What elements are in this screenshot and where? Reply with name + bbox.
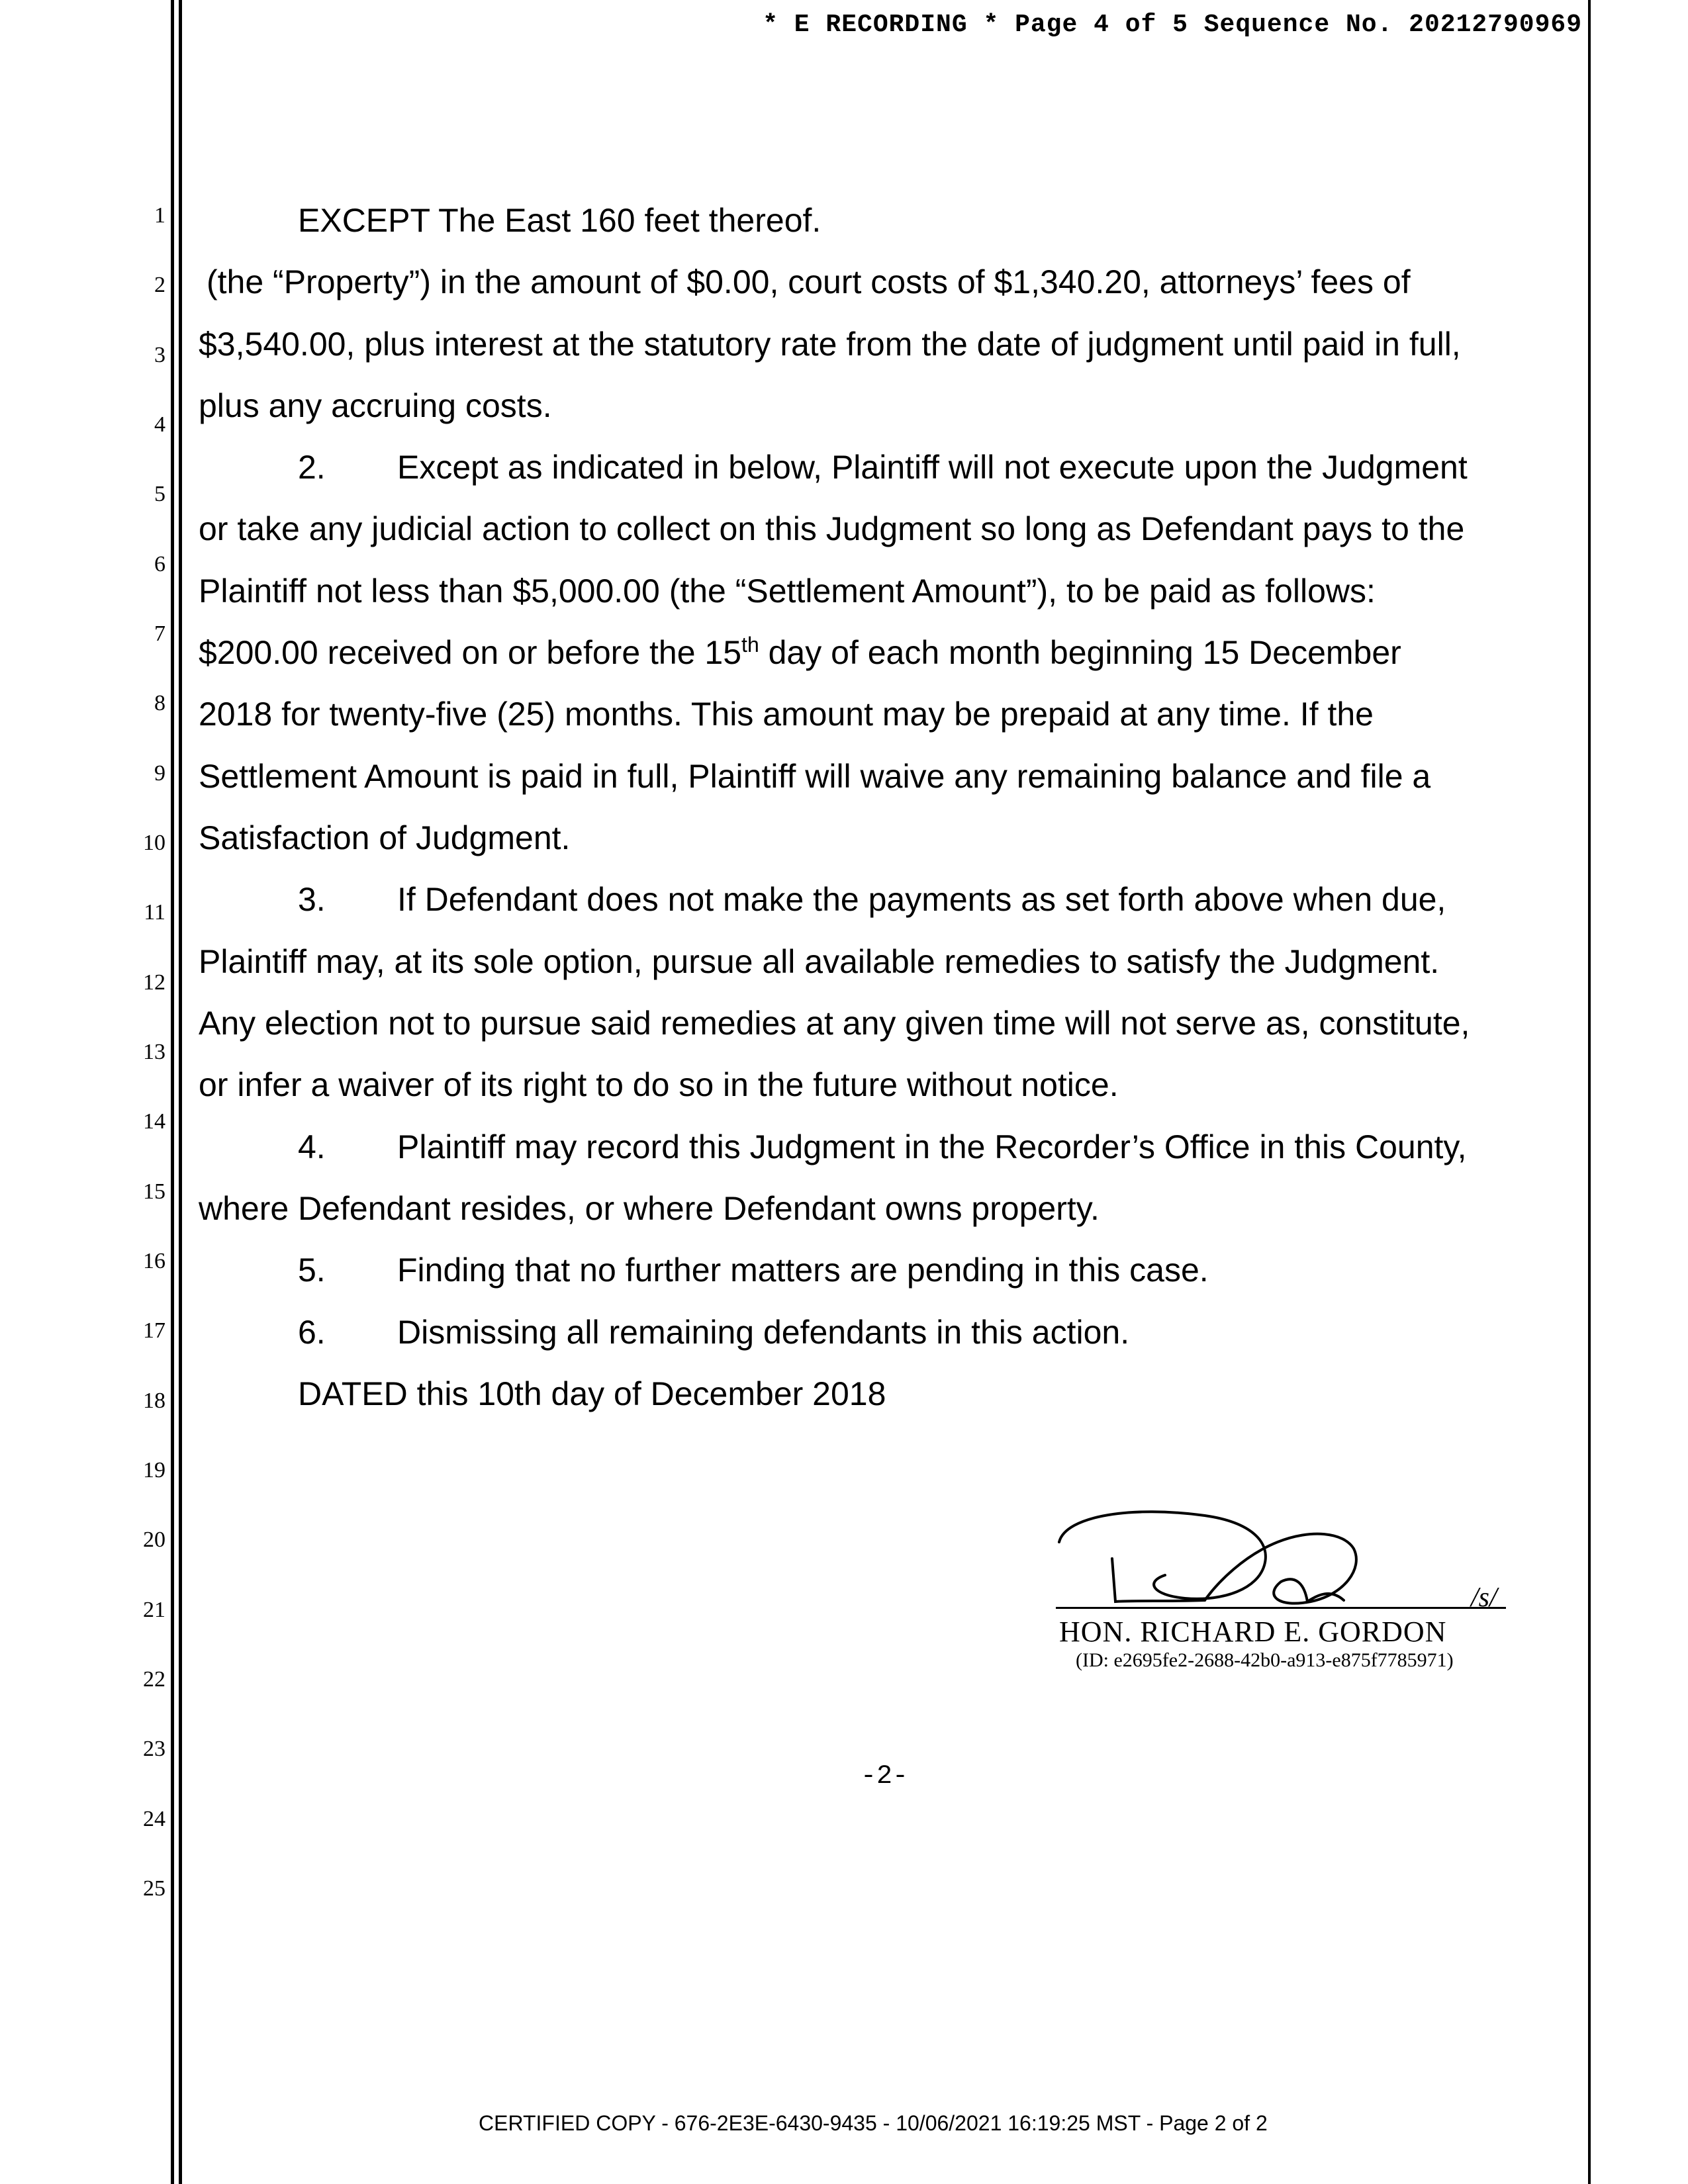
text-line: Plaintiff may, at its sole option, pursue all available remedies to satisfy the Judgment. (199, 943, 1440, 980)
left-margin-rule (171, 0, 174, 2184)
text-line: or take any judicial action to collect on this Judgment so long as Defendant pays to the (199, 510, 1465, 547)
line-number: 7 (154, 621, 165, 646)
text-line: where Defendant resides, or where Defendant owns property. (199, 1190, 1100, 1227)
line-number: 19 (143, 1458, 165, 1482)
line-number: 16 (143, 1249, 165, 1273)
judge-id: (ID: e2695fe2-2688-42b0-a913-e875f7785971) (1076, 1649, 1454, 1671)
paragraph-3-line (298, 883, 1446, 916)
line-number: 17 (143, 1318, 165, 1343)
paragraph-number: 4. (298, 1128, 326, 1165)
paragraph-5-line (298, 1253, 1209, 1287)
line-number: 3 (154, 343, 165, 367)
line-number: 1 (154, 203, 165, 228)
text-line: Plaintiff may record this Judgment in the Recorder’s Office in this County, (397, 1128, 1467, 1165)
line-number: 15 (143, 1179, 165, 1204)
text-line: 2018 for twenty-five (25) months. This amount may be prepaid at any time. If the (199, 696, 1374, 733)
judge-signature (1053, 1502, 1509, 1621)
line-number: 8 (154, 691, 165, 715)
line-number: 10 (143, 831, 165, 855)
certified-copy-footer: CERTIFIED COPY - 676-2E3E-6430-9435 - 10/06/2021 16:19:25 MST - Page 2 of 2 (479, 2111, 1268, 2135)
text-segment: $200.00 received on or before the 15 (199, 634, 742, 671)
left-margin-rule-inner (179, 0, 182, 2184)
recording-header: * E RECORDING * Page 4 of 5 Sequence No. 20212790969 (763, 11, 1582, 39)
ordinal-suffix: th (741, 633, 759, 657)
right-margin-rule (1588, 0, 1591, 2184)
line-number: 21 (143, 1598, 165, 1622)
line-number: 2 (154, 273, 165, 297)
line-number: 18 (143, 1388, 165, 1413)
judge-name: HON. RICHARD E. GORDON (1059, 1615, 1447, 1648)
text-line: (the “Property”) in the amount of $0.00, court costs of $1,340.20, attorneys’ fees of (207, 263, 1411, 300)
line-number: 25 (143, 1876, 165, 1901)
paragraph-4-line (298, 1130, 1467, 1163)
text-segment: day of each month beginning 15 December (759, 634, 1401, 671)
line-number: 11 (144, 900, 165, 925)
text-line: EXCEPT The East 160 feet thereof. (298, 202, 821, 239)
paragraph-2-line (298, 451, 1468, 484)
line-number: 23 (143, 1737, 165, 1761)
line-number: 24 (143, 1807, 165, 1831)
text-line: Settlement Amount is paid in full, Plaintiff will waive any remaining balance and file a (199, 758, 1431, 795)
text-line: Satisfaction of Judgment. (199, 819, 571, 856)
text-line: Any election not to pursue said remedies at any given time will not serve as, constitute, (199, 1005, 1470, 1042)
page-number: -2- (861, 1762, 909, 1792)
line-number: 12 (143, 970, 165, 995)
line-number: 22 (143, 1667, 165, 1692)
text-line: Finding that no further matters are pending in this case. (397, 1251, 1209, 1289)
paragraph-number: 6. (298, 1314, 326, 1351)
text-line: plus any accruing costs. (199, 387, 552, 424)
line-number: 13 (143, 1040, 165, 1064)
text-line: If Defendant does not make the payments as set forth above when due, (397, 881, 1446, 918)
text-line: Dismissing all remaining defendants in this action. (397, 1314, 1130, 1351)
signature-line (1056, 1607, 1506, 1609)
text-line-with-ordinal (199, 633, 1401, 671)
paragraph-number: 3. (298, 881, 326, 918)
line-number: 4 (154, 412, 165, 437)
dated-line: DATED this 10th day of December 2018 (298, 1375, 886, 1412)
text-line: Except as indicated in below, Plaintiff will not execute upon the Judgment (397, 449, 1468, 486)
text-line: $3,540.00, plus interest at the statutory rate from the date of judgment until paid in full, (199, 326, 1461, 363)
paragraph-6-line (298, 1316, 1129, 1349)
line-number: 20 (143, 1527, 165, 1552)
text-line: or infer a waiver of its right to do so in the future without notice. (199, 1066, 1119, 1103)
paragraph-number: 5. (298, 1251, 326, 1289)
line-number: 5 (154, 482, 165, 506)
paragraph-number: 2. (298, 449, 326, 486)
text-line: Plaintiff not less than $5,000.00 (the “Settlement Amount”), to be paid as follows: (199, 572, 1376, 610)
line-number: 14 (143, 1109, 165, 1134)
line-number: 9 (154, 761, 165, 786)
line-number: 6 (154, 552, 165, 576)
s-signature-mark: /s/ (1471, 1582, 1497, 1613)
